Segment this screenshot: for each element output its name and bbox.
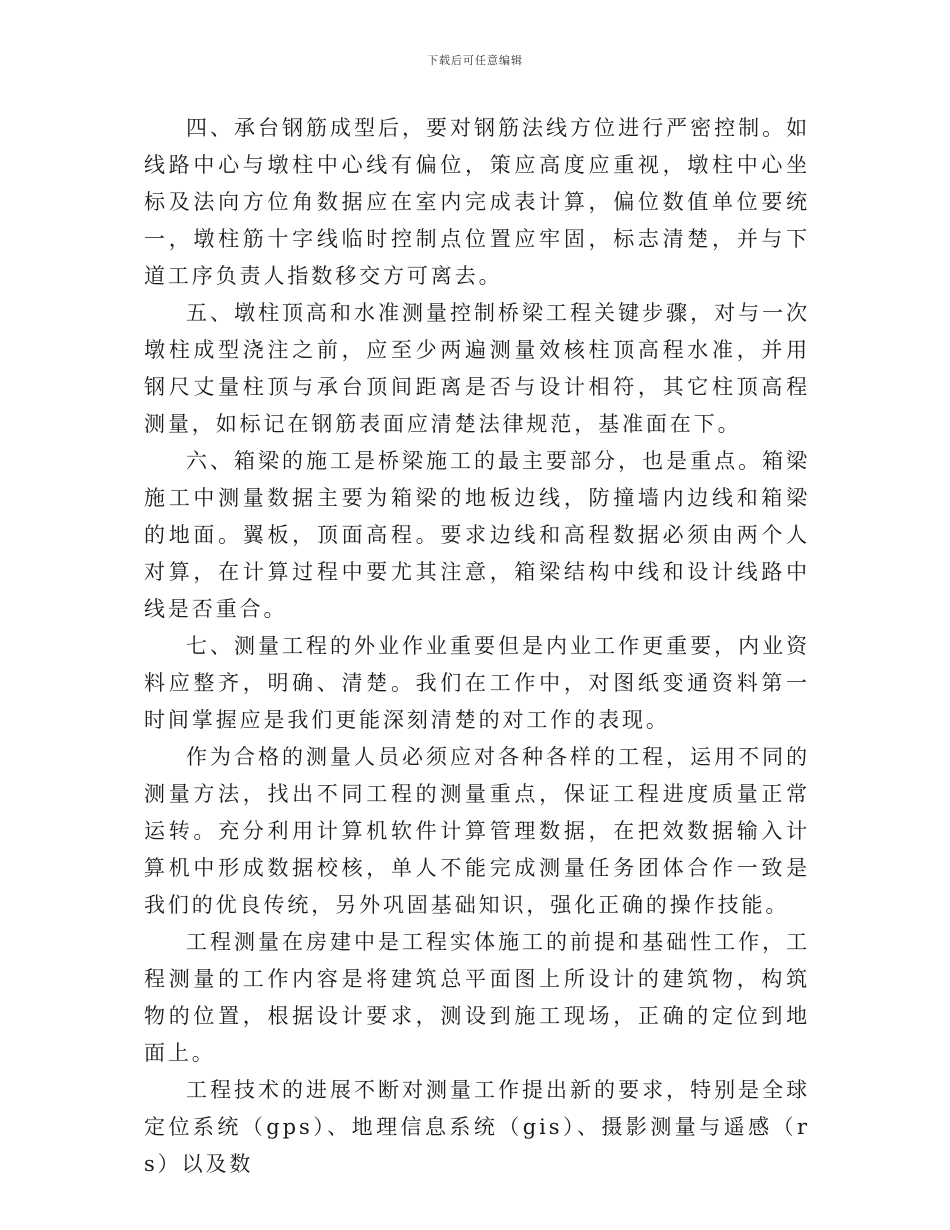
paragraph-qualified-surveyor: 作为合格的测量人员必须应对各种各样的工程，运用不同的测量方法，找出不同工程的测量重点，保证工程进度质量正常运转。充分利用计算机软件计算管理数据，在把效数据输入计算机中形成数据校核，单人不能完成测量任务团体合作一致是我们的优良传统，另外巩固基础知识，强化正确的操作技能。 <box>144 745 810 917</box>
paragraph-5-pier-elevation: 五、墩柱顶高和水准测量控制桥梁工程关键步骤，对与一次墩柱成型浇注之前，应至少两遍测量效核柱顶高程水准，并用钢尺丈量柱顶与承台顶间距离是否与设计相符，其它柱顶高程测量，如标记在钢筋表面应清楚法律规范，基准面在下。 <box>144 301 810 436</box>
paragraph-6-box-girder: 六、箱梁的施工是桥梁施工的最主要部分，也是重点。箱梁施工中测量数据主要为箱梁的地板边线，防撞墙内边线和箱梁的地面。翼板，顶面高程。要求边线和高程数据必须由两个人对算，在计算过程中要尤其注意，箱梁结构中线和设计线路中线是否重合。 <box>144 449 810 621</box>
page-header: 下载后可任意编辑 <box>427 54 523 67</box>
paragraph-4-capping-rebar: 四、承台钢筋成型后，要对钢筋法线方位进行严密控制。如线路中心与墩柱中心线有偏位，策应高度应重视，墩柱中心坐标及法向方位角数据应在室内完成表计算，偏位数值单位要统一，墩柱筋十字线临时控制点位置应牢固，标志清楚，并与下道工序负责人指数移交方可离去。 <box>144 116 810 288</box>
paragraph-7-office-work: 七、测量工程的外业作业重要但是内业工作更重要，内业资料应整齐，明确、清楚。我们在工作中，对图纸变通资料第一时间掌握应是我们更能深刻清楚的对工作的表现。 <box>144 634 810 732</box>
document-body <box>144 110 810 1183</box>
paragraph-engineering-survey: 工程测量在房建中是工程实体施工的前提和基础性工作，工程测量的工作内容是将建筑总平面图上所设计的建筑物，构筑物的位置，根据设计要求，测设到施工现场，正确的定位到地面上。 <box>144 930 810 1065</box>
paragraph-technology-progress: 工程技术的进展不断对测量工作提出新的要求，特别是全球定位系统（gps）、地理信息系统（gis）、摄影测量与遥感（rs）以及数 <box>144 1078 810 1176</box>
